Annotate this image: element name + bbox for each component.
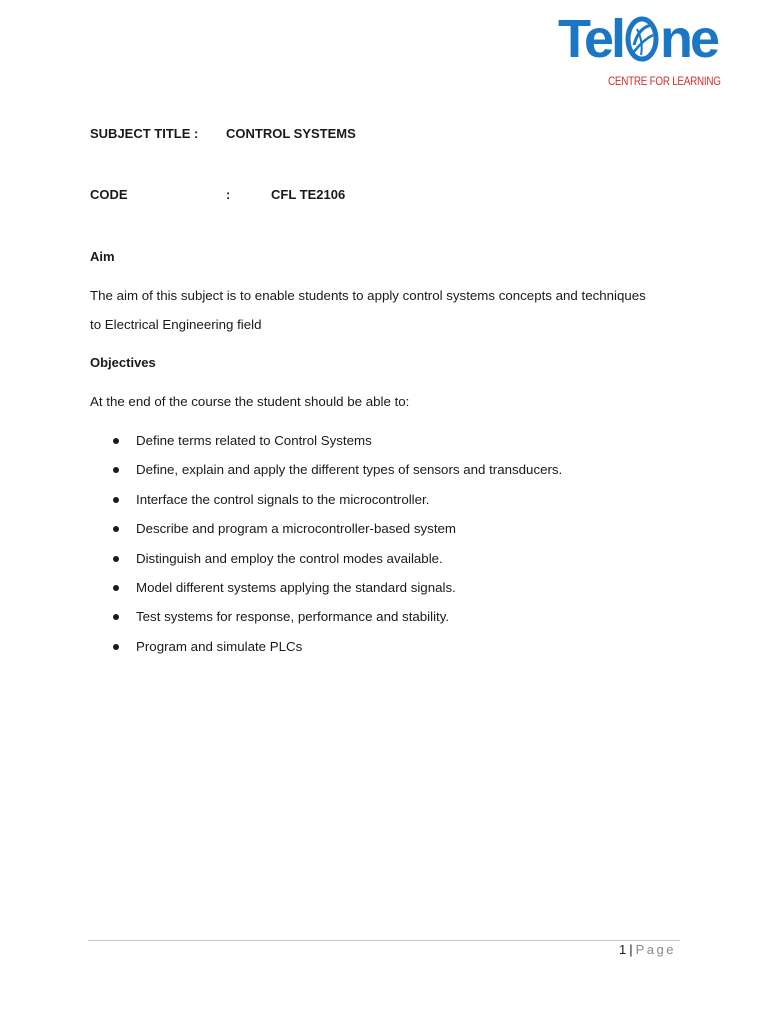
objective-text: Define, explain and apply the different types of sensors and transducers. <box>136 462 563 478</box>
page-footer <box>619 942 676 957</box>
objective-text: Define terms related to Control Systems <box>136 433 372 448</box>
objective-text: Distinguish and employ the control modes available. <box>136 550 443 566</box>
subject-title-label: SUBJECT TITLE : <box>90 126 199 141</box>
list-item <box>90 634 562 663</box>
list-item <box>90 457 562 486</box>
objective-text: Interface the control signals to the microcontroller. <box>136 491 430 507</box>
objectives-intro: At the end of the course the student should be able to: <box>90 394 410 409</box>
list-item <box>90 428 562 457</box>
objective-text: Program and simulate PLCs <box>136 638 303 654</box>
bullet-icon <box>113 585 119 591</box>
footer-separator: | <box>629 942 633 957</box>
bullet-icon <box>113 497 119 503</box>
code-colon: : <box>226 187 231 202</box>
bullet-icon <box>113 556 119 562</box>
logo-word-right: ne <box>660 9 718 69</box>
list-item <box>90 604 562 633</box>
objective-text: Test systems for response, performance and stability. <box>136 609 450 625</box>
list-item <box>90 575 562 604</box>
logo-o-globe-icon <box>625 15 659 63</box>
code-value: CFL TE2106 <box>271 187 346 202</box>
list-item <box>90 546 562 575</box>
aim-line-2: to Electrical Engineering field <box>90 317 262 332</box>
page-label: Page <box>635 942 676 957</box>
code-label: CODE <box>90 187 128 202</box>
bullet-icon <box>113 438 119 444</box>
subject-title-value: CONTROL SYSTEMS <box>226 126 356 141</box>
aim-line-1: The aim of this subject is to enable students to apply control systems concepts and techniques <box>90 288 646 303</box>
objective-text: Describe and program a microcontroller-based system <box>136 521 456 537</box>
bullet-icon <box>113 467 119 473</box>
objectives-list <box>90 428 562 663</box>
bullet-icon <box>113 614 119 620</box>
telone-logo <box>558 9 721 94</box>
logo-word-left: Tel <box>558 9 624 69</box>
bullet-icon <box>113 644 119 650</box>
aim-heading: Aim <box>90 249 115 264</box>
footer-divider <box>88 940 680 941</box>
objective-text: Model different systems applying the standard signals. <box>136 579 456 595</box>
list-item <box>90 487 562 516</box>
bullet-icon <box>113 526 119 532</box>
logo-tagline: CENTRE FOR LEARNING <box>608 76 721 88</box>
objectives-heading: Objectives <box>90 355 156 370</box>
logo-wordmark <box>558 10 717 68</box>
page-number: 1 <box>619 942 627 957</box>
list-item <box>90 516 562 545</box>
